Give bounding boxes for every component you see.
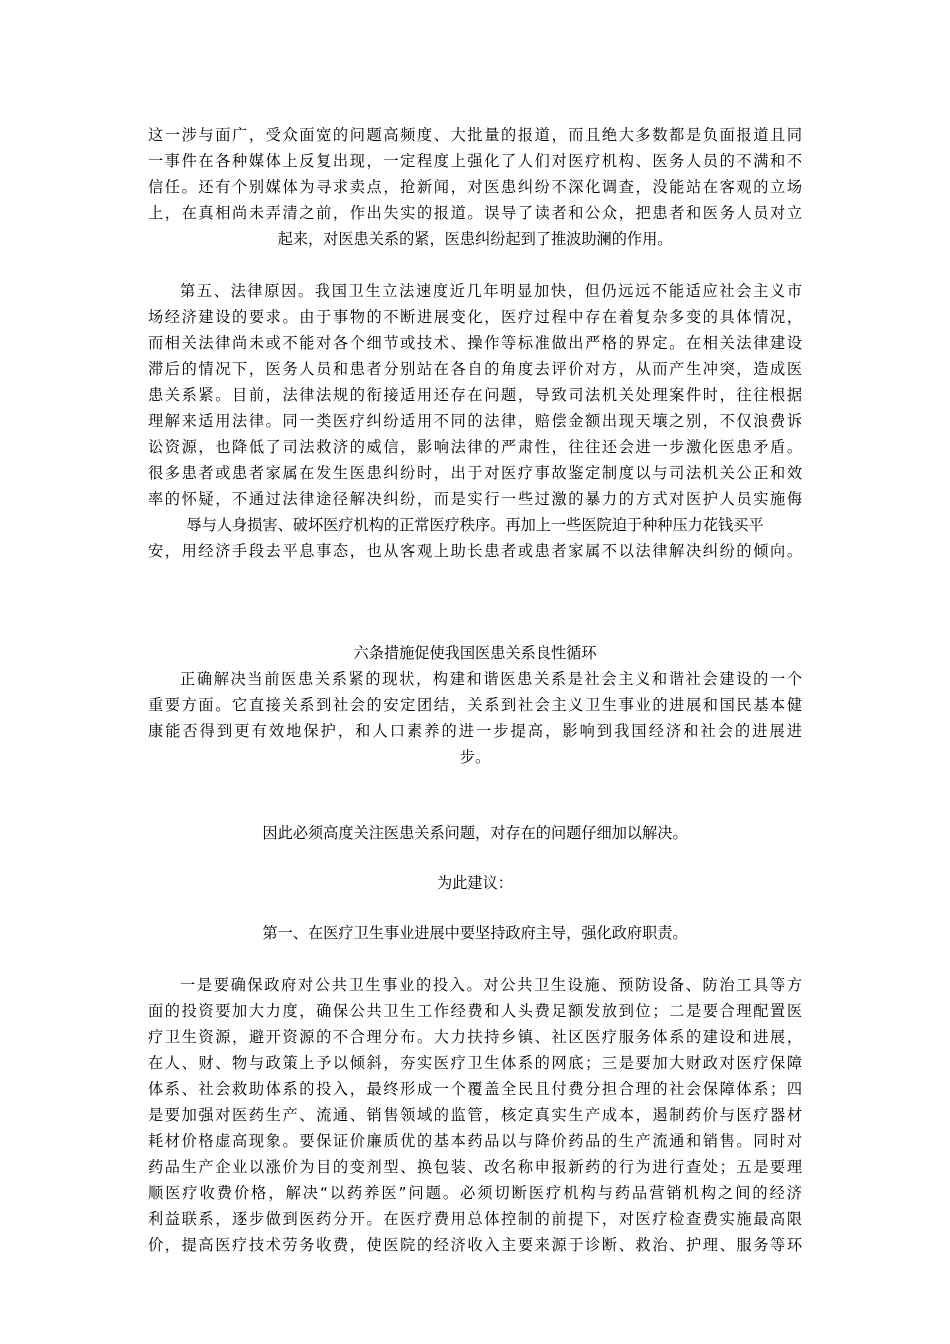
text-line: 康能否得到更有效地保护，和人口素养的进一步提高，影响到我国经济和社会的进展进 [148,722,802,740]
text-line: 而相关法律尚未或不能对各个细节或技术、操作等标准做出严格的界定。在相关法律建设 [148,334,802,352]
text-line: 价，提高医疗技术劳务收费，使医院的经济收入主要来源于诊断、救治、护理、服务等环 [148,1236,802,1254]
paragraph-conclusion: 因此必须高度关注医患关系问题，对存在的问题仔细加以解决。 [262,824,688,842]
text-line: 一是要确保政府对公共卫生事业的投入。对公共卫生设施、预防设备、防治工具等方 [180,976,802,994]
text-line: 一事件在各种媒体上反复出现，一定程度上强化了人们对医疗机构、医务人员的不满和不 [148,152,802,170]
text-line: 患关系紧。目前，法律法规的衔接适用还存在问题，导致司法机关处理案件时，往往根据 [148,386,802,404]
paragraph-media [148,122,802,252]
text-line: 理解来适用法律。同一类医疗纠纷适用不同的法律，赔偿金额出现天壤之别，不仅浪费诉 [148,412,802,430]
text-line: 步。 [459,748,491,766]
text-line: 药品生产企业以涨价为目的变剂型、换包装、改名称申报新药的行为进行查处；五是要理 [148,1158,802,1176]
text-line: 上，在真相尚未弄清之前，作出失实的报道。误导了读者和公众，把患者和医务人员对立 [148,204,802,222]
text-line: 重要方面。它直接关系到社会的安定团结，关系到社会主义卫生事业的进展和国民基本健 [148,696,802,714]
text-line: 辱与人身损害、破坏医疗机构的正常医疗秩序。再加上一些医院迫于种种压力花钱买平 [186,516,764,534]
text-line: 率的怀疑，不通过法律途径解决纠纷，而是实行一些过激的暴力的方式对医护人员实施侮 [148,490,802,508]
text-line: 第五、法律原因。我国卫生立法速度近几年明显加快，但仍远远不能适应社会主义市 [180,282,802,300]
text-line: 利益联系，逐步做到医药分开。在医疗费用总体控制的前提下，对医疗检查费实施最高限 [148,1210,802,1228]
paragraph-first-measure: 第一、在医疗卫生事业进展中要坚持政府主导，强化政府职责。 [262,924,688,942]
text-line: 在人、财、物与政策上予以倾斜，夯实医疗卫生体系的网底；三是要加大财政对医疗保障 [148,1054,802,1072]
text-line: 疗卫生资源，避开资源的不合理分布。大力扶持乡镇、社区医疗服务体系的建设和进展， [148,1028,802,1046]
text-line: 起来，对医患关系的紧，医患纠纷起到了推波助澜的作用。 [277,230,673,248]
text-line: 体系、社会救助体系的投入，最终形成一个覆盖全民且付费分担合理的社会保障体系；四 [148,1080,802,1098]
paragraph-measure-details [148,972,802,1258]
section-heading: 六条措施促使我国医患关系良性循环 [353,644,597,662]
text-line: 面的投资要加大力度，确保公共卫生工作经费和人头费足额发放到位；二是要合理配置医 [148,1002,802,1020]
text-line: 正确解决当前医患关系紧的现状，构建和谐医患关系是社会主义和谐社会建设的一个 [180,670,802,688]
text-line: 顺医疗收费价格，解决“以药养医”问题。必须切断医疗机构与药品营销机构之间的经济 [148,1184,802,1202]
text-line: 安，用经济手段去平息事态，也从客观上助长患者或患者家属不以法律解决纠纷的倾向。 [148,542,802,560]
paragraph-legal-reasons [148,278,802,564]
paragraph-suggestion-intro: 为此建议： [437,874,513,892]
text-line: 场经济建设的要求。由于事物的不断进展变化，医疗过程中存在着复杂多变的具体情况， [148,308,802,326]
text-line: 很多患者或患者家属在发生医患纠纷时，出于对医疗事故鉴定制度以与司法机关公正和效 [148,464,802,482]
paragraph-intro [148,666,802,770]
document-page [148,122,802,1258]
text-line: 这一涉与面广，受众面宽的问题高频度、大批量的报道，而且绝大多数都是负面报道且同 [148,126,802,144]
text-line: 讼资源，也降低了司法救济的威信，影响法律的严肃性，往往还会进一步激化医患矛盾。 [148,438,802,456]
text-line: 耗材价格虚高现象。要保证价廉质优的基本药品以与降价药品的生产流通和销售。同时对 [148,1132,802,1150]
text-line: 信任。还有个别媒体为寻求卖点，抢新闻，对医患纠纷不深化调查，没能站在客观的立场 [148,178,802,196]
text-line: 滞后的情况下，医务人员和患者分别站在各自的角度去评价对方，从而产生冲突，造成医 [148,360,802,378]
text-line: 是要加强对医药生产、流通、销售领域的监管，核定真实生产成本，遏制药价与医疗器材 [148,1106,802,1124]
